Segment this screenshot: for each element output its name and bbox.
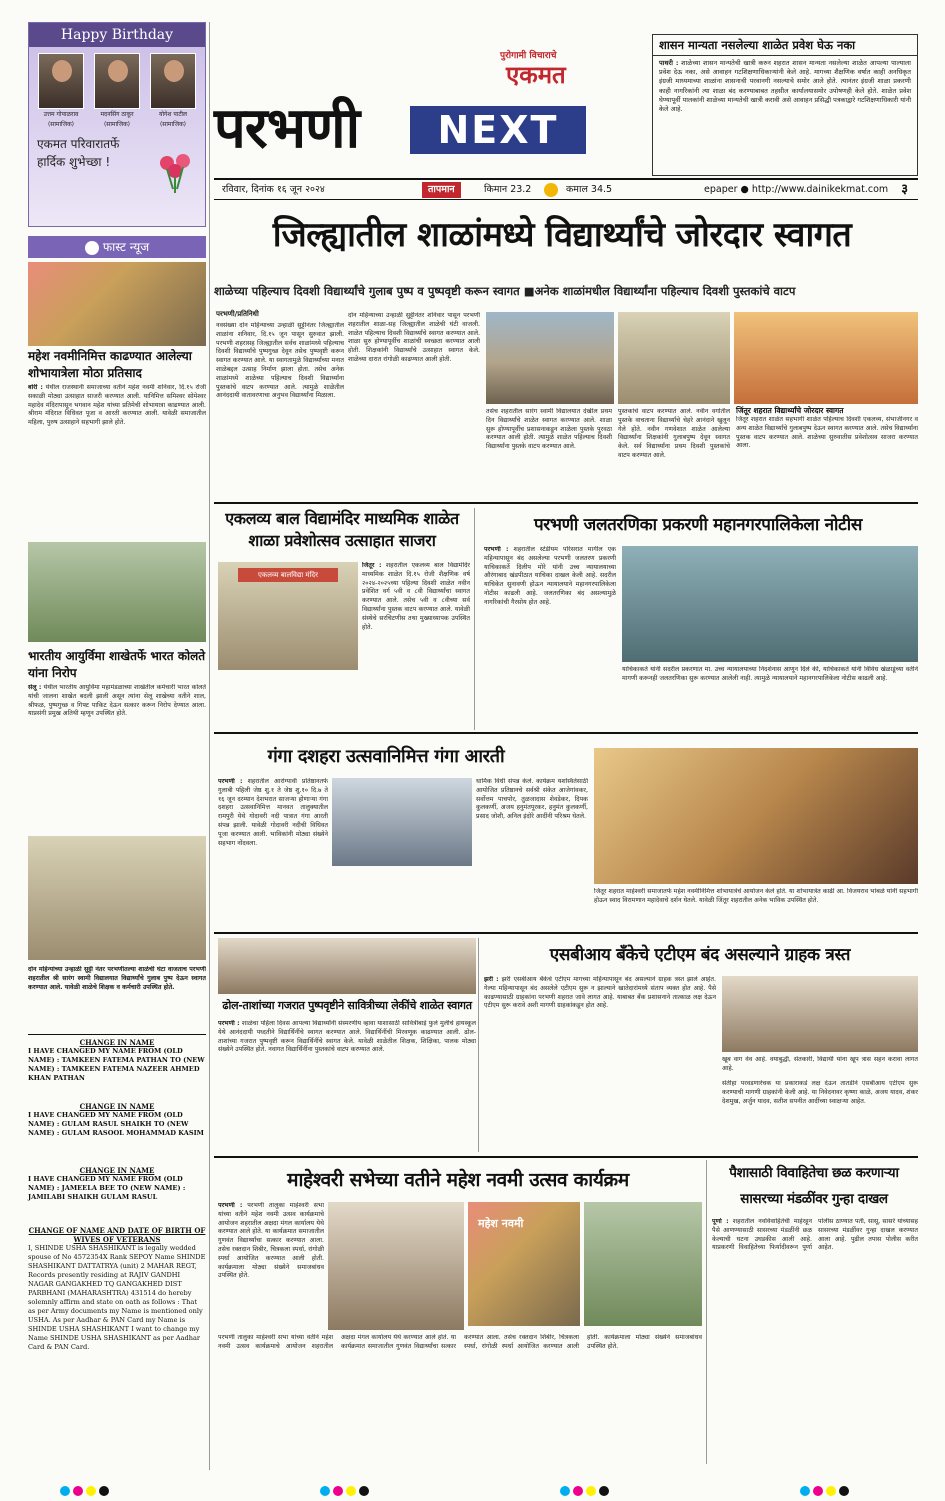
divider — [214, 932, 918, 934]
procession-idol-photo — [594, 748, 918, 884]
portrait-photo — [150, 53, 196, 109]
story-body-2: धार्मिक विधी संपन्न केले. कार्यक्रम यशस्वितेसाठी आयोजित प्रतिष्ठानचे सर्वश्री संकेत आजेगांवकर, सर्वोत्तम पाचपोर, तुळजादास शेवडेकर, दिपक कुलकर्णी, अजय हनुमंतपूरकर, हनुमंत कुलकर्णी, प्रसाद जोशी, अनिल इंदोरे आदींनी परिश्रम घेतले. — [476, 778, 588, 821]
school-photo — [28, 836, 206, 960]
dateline-place: बोरी : — [28, 384, 43, 391]
dateline-place: झरी : — [484, 976, 499, 983]
birthday-box — [28, 22, 206, 227]
story-body — [484, 976, 716, 1150]
story-text: शहरातील स्टेडीयम परिसरात मागील एक महिन्यापासून बंद असलेल्या परभणी जलतरण प्रकरणी याचिकाकर्ते दिलीप मोरे यांनी उच्च न्यायालयाच्या औरंगाबाद खंडपीठात याचिका दाखल केली आहे. सदरील याचिकेत सुनावणी होऊन न्यायालयाने महानगरपालिकेला नोटीस काढली आहे. जलतरणिका बंद असल्यामुळे नागरिकांची गैरसोय होत आहे. — [484, 546, 616, 606]
school-banner: एकलव्य बालविद्या मंदिर — [238, 568, 338, 582]
lead-body-col2: दोन महिन्याच्या उन्हाळी सुट्टीनंतर शनिवार पासून परभणी शहरातील शाळा-सह जिल्ह्यातील शाळेची घंटी वाजली. शाळेत पहिल्याच दिवशी विद्यार्थ्यांचे स्वागत करण्यात आले. शाळा सुरु होण्यापूर्वीच शाळांची स्वच्छता करण्यात आली होती. शिक्षकांनी विद्यार्थ्यांचे उत्साहात स्वागत केले. शाळेच्या दारात रांगोळी काढण्यात आली होती. — [348, 312, 480, 363]
story-headline: माहेश्वरी सभेच्या वतीने महेश नवमी उत्सव कार्यक्रम — [287, 1169, 629, 1191]
story-body — [28, 384, 206, 514]
story-text: शहरातील आरोग्यावी प्रतिष्ठानतर्फे गुलाबी पहिली जेष्ठ शु.१ ते जेष्ठ शु.१० दि.७ ते १६ जून दरम्यान देशभरात साजऱ्या होणाऱ्या गंगा दशहरा उत्सवानिमित्त मानवत तालुक्यातील रामपुरी येथे गोदावरी नदी पात्रात गंगा आरती संपन्न झाली. यावेळी गोदावरी नदीची विधिवत पूजा करण्यात आली. भाविकांनी मोठ्या संख्येने सहभाग नोंदवला. — [218, 778, 328, 847]
story-body — [218, 778, 328, 926]
story-headline: एसबीआय बँकेचे एटीएम बंद असल्याने ग्राहक त्रस्त — [549, 945, 851, 965]
caption-title: जिंतूर शहरात विद्यार्थ्यांचे जोरदार स्वागत — [736, 406, 844, 415]
story-text: झरी एसबीआय बँकेचे एटीएम मागच्या महिन्यापासून बंद असल्याने ग्राहक त्रस्त झाले आहेत. गेल्या महिन्यापासून बंद असलेले एटीएम सुरू न झाल्याने खातेदारांमध्ये संताप व्यक्त होत आहे. पैसे काढण्यासाठी ग्राहकांना परभणी शहरात जावे लागत आहे. याबाबत बँक प्रशासनाने तात्काळ लक्ष देऊन एटीएम सुरू करावे अशी मागणी ग्राहकांकडून होत आहे. — [484, 976, 716, 1010]
person-role: (सामाजिक) — [159, 121, 187, 128]
story-body-cont: परभणी तालुका माहेश्वरी सभा यांच्या वतीने महेश नवमी उत्सव कार्यक्रमाचे आयोजन शहरातील अक्षदा मंगल कार्यालय येथे करण्यात आले होते. या कार्यक्रमात समाजातील गुणवंत विद्यार्थ्यांचा सत्कार करण्यात आला. तसेच रक्तदान शिबीर, चित्रकला स्पर्धा, रांगोळी स्पर्धा आयोजित करण्यात आली होती. कार्यक्रमाला मोठ्या संख्येने समाजबांधव उपस्थित होते. — [218, 1334, 702, 1350]
lead-body-col1: नवसंख्या दोन महिन्याच्या उन्हाळी सुट्टीनंतर जिल्ह्यातील शाळांना शनिवार, दि.१५ जून पासून सुरुवात झाली. परभणी शहरासह जिल्ह्यातील सर्वच शाळांमध्ये पहिल्याच दिवशी विद्यार्थ्यांचे पुष्पगुच्छ देवून तसेच पुष्पवृष्टी करून स्वागत करण्यात आले. या स्वागतामुळे विद्यार्थ्यांच्या मनात शाळेबद्दल उत्साह निर्माण झाला होता. तसेच अनेक शाळांमध्ये शाळेच्या पहिल्याच दिवशी विद्यार्थ्यांना पुस्तकांचे वाटप करण्यात आले. त्यामुळे शाळेतील आनंददायी वातावरणाचा अनुभव विद्यार्थ्यांना मिळाला. — [216, 322, 344, 400]
registration-marks — [320, 1481, 470, 1493]
story-text: शाळेचा पहिला दिवस आपल्या विद्यार्थ्यांनी संस्मरणीय व्हावा याशासाठी सावित्रीबाई फुले मुलींचे हायस्कूल येथे आनंददायी पध्दतीने विद्यार्थिनींचे स्वागत करण्यात आले. विद्यार्थिनींची मिरवणूक काढण्यात आली. ढोल-ताशांच्या गजरात पुष्पवृष्टी करून विद्यार्थिनींचे स्वागत केले. यावेळी शाळेतील शिक्षक, शिक्षिका, पालक मोठ्या संख्येने उपस्थित होते. नवागत विद्यार्थिनींना पुस्तकांचे वाटप करण्यात आले. — [218, 1020, 476, 1054]
masthead-brand: एकमत — [506, 60, 566, 89]
dateline-place: जिंतूर : — [362, 562, 382, 569]
swimming-pool-photo — [622, 546, 918, 662]
dateline-place: परभणी : — [484, 546, 509, 553]
portrait-photo — [38, 53, 84, 109]
divider — [214, 1156, 918, 1158]
story-headline: ढोल-ताशांच्या गजरात पुष्पवृष्टीने सावित्रीच्या लेकींचे शाळेत स्वागत — [222, 999, 472, 1012]
birthday-person — [147, 53, 199, 129]
dateline-place: परभणी : — [218, 1202, 243, 1209]
divider — [214, 732, 918, 734]
column-rule — [474, 508, 475, 730]
mic-icon — [85, 241, 99, 255]
person-role: (सामाजिक) — [103, 121, 131, 128]
masthead-tagline: पुरोगामी विचाराचे — [500, 51, 557, 61]
lead-headline: जिल्ह्यातील शाळांमध्ये विद्यार्थ्यांचे जोरदार स्वागत — [272, 215, 852, 255]
school-street-photo — [486, 312, 614, 404]
temperature-label: तापमान — [422, 182, 461, 198]
ganga-aarti-photo — [332, 778, 472, 866]
temperature-min: किमान 23.2 — [484, 184, 532, 195]
caption-body: जिंतूर शहरात शाळेत सहभागी शाळेत पहिल्याच दिवशी एकलव्य, संभाजीनगर व अन्य शाळेत विद्यार्थ्यांचे गुलाबपुष्प देऊन स्वागत करण्यात आले. तसेच विद्यार्थ्यांना पुस्तक वाटप करण्यात आले. शाळेच्या सुरुवातीस प्रवेशोत्सव साजरा करण्यात आला. — [736, 416, 918, 450]
page-number: ३ — [901, 182, 908, 197]
epaper-link[interactable]: epaper ● http://www.dainikekmat.com — [704, 184, 889, 195]
masthead-title: परभणी — [214, 96, 360, 161]
story-text: शहरातील एकलव्य बाल विद्यामंदिर माध्यमिक शाळेत दि.१५ रोजी शैक्षणिक वर्ष २०२४-२०२५च्या पहिल्या दिवशी शाळेत नवीन प्रवेशित वर्ग ५वी व ८वी विद्यार्थ्यांचा स्वागत करण्यात आले. तसेच ५वी व ८वीच्या सर्व विद्यार्थ्यांना पुस्तक वाटप करण्यात आले. यावेळी संस्थेचे सरचिटणीस तथा मुख्याध्यापक उपस्थित होते. — [362, 562, 470, 631]
dateline-place: सेलू : — [28, 684, 42, 691]
lead-body-col3: तसेच शहरातील सारंग स्वामी विद्यालयात देखील प्रथम दिन विद्यार्थ्यांचे शाळेत स्वागत करण्यात आले. शाळा सुरू होण्यापूर्वीच प्रशासनाकडून शाळेला पुस्तके पुरवठा करण्यात आली होती. त्यामुळे शाळेत पहिल्याच दिवशी विद्यार्थ्यांना पुस्तके वाटप करण्यात आले. — [486, 408, 612, 451]
veterans-notice — [28, 1226, 206, 1470]
name-change-notice — [28, 1166, 206, 1202]
story-headline: गंगा दशहरा उत्सवानिमित्त गंगा आरती — [267, 746, 505, 767]
story-body-2: सेतीहा परवडणारेचक या प्रकाराकडे लक्ष देऊन तातडीने एसबीआय एटीएम सुरू करण्याची मागणी ग्राहकांनी केली आहे. या निवेदनावर कृष्णा काळे, अजय यादव, शंकर देशमुख, अर्जुन यादव, सतीश सपनीत आदींच्या स्वाक्षऱ्या आहेत. — [722, 1080, 918, 1105]
story-body — [218, 1202, 324, 1330]
lead-subhead: शाळेच्या पहिल्याच दिवशी विद्यार्थ्यांचे गुलाब पुष्प व पुष्पवृष्टी करून स्वागत ■अनेक शाळांमधील विद्यार्थ्यांना पहिल्याच दिवशी पुस्तकांचे वाटप — [214, 284, 796, 298]
students-photo — [618, 312, 730, 404]
person-name: उत्तम गोपाळराव — [43, 111, 79, 118]
story-body — [484, 546, 616, 666]
wish-line: एकमत परिवारातर्फे — [37, 137, 120, 151]
story-headline: महेश नवमीनिमित्त काढण्यात आलेल्या शोभायात्रेला मोठा प्रतिसाद — [28, 349, 192, 380]
fast-news-label: फास्ट न्यूज — [102, 240, 150, 254]
dateline-place: पाथरी : — [659, 59, 679, 67]
event-banner: महेश नवमी — [478, 1217, 524, 1230]
story-body-2: याचिकाकर्ते यांनी सदरील प्रकरणात मा. उच्च न्यायालयाच्या निदर्शनास आणून दिले की, याचिकाकर्ते यांनी विविध खेळाडूंच्या वतीने मागणी करूनही जलतरणिका सुरू करण्यात आलेली नाही. त्यामुळे न्यायालयाने महानगरपालिकेला नोटीस काढली आहे. — [622, 666, 918, 682]
rose-icon — [157, 153, 195, 193]
photo-caption: खूब वाग वेव आहे. वयाबुद्धी, सेतकारी, विद्यार्थी यांना खूप त्रास सहन करावा लागत आहे. — [722, 1056, 918, 1072]
website-url: http://www.dainikekmat.com — [751, 184, 889, 195]
divider — [28, 1034, 206, 1035]
felicitation-photo — [28, 542, 206, 642]
column-rule — [478, 938, 479, 1152]
idol-stage-photo — [468, 1202, 580, 1326]
wish-line: हार्दिक शुभेच्छा ! — [37, 155, 111, 169]
story-headline: पैशासाठी विवाहितेचा छळ करणाऱ्या सासरच्या मंडळींवर गुन्हा दाखल — [729, 1165, 899, 1207]
story-headline: भारतीय आयुर्विमा शाखेतर्फे भारत कोलते यांना निरोप — [28, 649, 206, 680]
story-text: परभणी तालुका माहेश्वरी सभा यांच्या वतीने महेश नवमी उत्सव कार्यक्रमाचे आयोजन शहरातील अक्षदा मंगल कार्यालय येथे करण्यात आले होते. या कार्यक्रमात समाजातील गुणवंत विद्यार्थ्यांचा सत्कार करण्यात आला. तसेच रक्तदान शिबीर, चित्रकला स्पर्धा, रांगोळी स्पर्धा आयोजित करण्यात आली होती. कार्यक्रमाला मोठ्या संख्येने समाजबांधव उपस्थित होते. — [218, 1202, 324, 1280]
eklavya-school-photo — [218, 562, 358, 670]
temperature-max: कमाल 34.5 — [566, 184, 613, 195]
name-change-notice — [28, 1102, 206, 1138]
person-name: मदनसिंग ठाकूर — [100, 111, 134, 118]
masthead — [214, 30, 644, 170]
dateline-place: परभणी : — [218, 778, 243, 785]
person-role: (सामाजिक) — [47, 121, 75, 128]
audience-photo — [584, 1202, 702, 1326]
masthead-next-logo: NEXT — [410, 106, 586, 154]
notice-body: I HAVE CHANGED MY NAME FROM (OLD NAME) : GULAM RASUL SHAIKH TO (NEW NAME) : GULAM RASOOL MOHAMMAD KASIM — [28, 1111, 204, 1137]
left-column — [28, 22, 206, 1470]
atm-memorandum-photo — [722, 976, 918, 1052]
story-headline: परभणी जलतरणिका प्रकरणी महानगरपालिकेला नोटीस — [533, 515, 863, 535]
birthday-person — [91, 53, 143, 129]
name-change-notice — [28, 1038, 206, 1083]
story-text: शाळेच्या शासन मान्यतेची खात्री करुन शहरात शासन मान्यता नसलेल्या शाळेत आपल्या पाल्याला प्रवेश देऊ नका, असे आवाहन गटशिक्षणाधिकाऱ्यांनी केले आहे. मागच्या शैक्षणिक वर्षात काही अनधिकृत इंग्रजी माध्यमाच्या शाळांना शासनाची परवानगी नसल्याचे समोर आले होते. त्यानंतर इंग्रजी शाळा प्रकरणी काही नागरिकांनी त्या शाळा बंद करण्याबाबत तहसील कार्यालयासमोर उपोषणही केले होते. शाळेत प्रवेश घेण्यापूर्वी पालकांनी शाळेच्या मान्यतेची खात्री करावी असे आवाहन प्रसिद्धी पत्रकाद्वारे गटशिक्षणाधिकारी यांनी केले आहे. — [659, 59, 911, 114]
fast-news-bar — [28, 236, 206, 258]
photo-caption: दोन महिन्यांच्या उन्हाळी सुट्टी नंतर परभणीतल्या शाळेची घंटा वाजताच परभणी शहरातील श्री सारंग स्वामी विद्यालयात विद्यार्थ्यांचे गुलाब पुष्प देऊन स्वागत करण्यात आले. यावेळी शाळेचे शिक्षक व कर्मचारी उपस्थित होते. — [28, 966, 206, 991]
registration-marks — [60, 1481, 210, 1493]
registration-marks — [800, 1481, 945, 1493]
notice-heading: CHANGE OF NAME AND DATE OF BIRTH OF WIVES OF VETERANS — [28, 1226, 206, 1244]
notice-body: I HAVE CHANGED MY NAME FROM (OLD NAME) : TAMKEEN FATEMA PATHAN TO (NEW NAME) : TAMKEEN FATEMA NAZEER AHMED KHAN PATHAN — [28, 1047, 205, 1082]
portrait-photo — [94, 53, 140, 109]
students-group-photo — [734, 312, 918, 404]
story-body — [362, 562, 470, 670]
story-body — [28, 684, 206, 830]
dateline-place: परभणी : — [218, 1020, 240, 1027]
notice-heading: CHANGE IN NAME — [79, 1038, 155, 1047]
top-news-box — [652, 34, 918, 176]
birthday-heading: Happy Birthday — [29, 23, 205, 47]
photo-caption: जिंतूर शहरात माहेश्वरी समाजातर्फे महेश नवमीनिमित्त शोभायात्रेचे आयोजन केले होते. या शोभायात्रेत काढी आ. विजयराव भांबळे यांनी सहभागी होऊन स्वाद विरामणान महादेवाचे दर्शन घेतले. यावेळी जिंतूर शहरातील अनेक भाविक उपस्थित होते. — [594, 888, 918, 904]
birthday-person — [35, 53, 87, 129]
notice-body: I, SHINDE USHA SHASHIKANT is legally wedded spouse of No 4572354X Rank SEPOY Name SHINDE SHASHIKANT DATTATRYA (unit) 2 MAHAR REGT, Records presently residing at RAJIV GANDHI NAGAR GANGAKHED TQ GANGAKHED DIST PARBHANI (MAHARASHTRA) 431514 do hereby solemnly affirm and state on oath as follows : That as per Army documents my Name is mentioned only USHA. As per Aadhar & PAN Card my Name is SHINDE USHA SHASHIKANT I want to change my Name SHINDE USHA SHASHIKANT as per Aadhar Card & PAN Card. — [28, 1244, 206, 1351]
lead-body-col4: पुस्तकांचे वाटप करण्यात आले. नवीन वर्गातील पुस्तके वाचताना विद्यार्थ्यांचे चेहरे आनंदाने खुलून गेले होते. नवीन गणवेशात शाळेत आलेल्या विद्यार्थ्यांना शिक्षकांनी गुलाबपुष्प देवून स्वागत केले. सर्व विद्यार्थ्यांना प्रथम दिवशी पुस्तकांचे वाटप करण्यात आले. — [618, 408, 730, 459]
person-name: योगेश पाटील — [158, 111, 187, 118]
story-headline: एकलव्य बाल विद्यामंदिर माध्यमिक शाळेत शाळा प्रवेशोत्सव उत्साहात साजरा — [225, 509, 459, 550]
registration-marks — [560, 1481, 710, 1493]
birthday-photos — [29, 47, 205, 129]
sun-icon — [544, 183, 558, 197]
story-text: येथील राजस्थानी समाजाच्या वतीने महेश नवमी शनिवार, दि.१५ रोजी सकाळी मोठ्या उत्साहात साजरी करण्यात आली. यानिमित्त समिश्वर सोमेश्वर महादेव मंदिरापासून भगवान महेश यांच्या प्रतिमेची शोभायात्रा काढण्यात आली. श्रीराम मंदिरात विधिवत पूजा व आरती करण्यात आली. यावेळी समाजातील महिला, पुरुष उत्साहाने सहभागी झाले होते. — [28, 384, 206, 427]
dateline-place: पूर्णा : — [712, 1218, 729, 1225]
top-box-headline: शासन मान्यता नसलेल्या शाळेत प्रवेश घेऊ नका — [653, 35, 917, 56]
story-text: शहरातील नवविवाहितेची माहेरहून पैसे आणण्यासाठी सासरच्या मंडळींनी छळ केल्याची घटना उघडकीस आली आहे. याप्रकरणी विवाहितेच्या फिर्यादीवरून पूर्णा पोलीस ठाण्यात पती, सासू, सासरे यांच्यासह सासरच्या मंडळींवर गुन्हा दाखल करण्यात आला आहे. पुढील तपास पोलीस करीत आहेत. — [712, 1218, 918, 1252]
procession-photo — [28, 262, 206, 346]
epaper-label: epaper — [704, 184, 738, 195]
notice-heading: CHANGE IN NAME — [79, 1166, 155, 1175]
issue-date: रविवार, दिनांक १६ जून २०२४ — [222, 184, 325, 195]
story-body — [218, 1020, 476, 1150]
felicitation-group-photo — [328, 1202, 464, 1330]
lead-photo-caption — [736, 406, 918, 496]
notice-body: I HAVE CHANGED MY NAME FROM (OLD NAME) : JAMEELA BEE TO (NEW NAME) : JAMILABI SHAIKH GULAM RASUL — [28, 1175, 186, 1201]
dateline-bar — [214, 178, 918, 200]
column-rule — [706, 1160, 707, 1464]
story-text: येथील भारतीय आयुर्विमा महामंडळाच्या शाखेतील कर्मचारी भारत कोलते यांची जालना शाखेत बदली झाली असून त्यांना सेलू शाखेच्या वतीने शाल, श्रीफळ, पुष्पगुच्छ व गिफ्ट पाकिट देऊन सत्कार करून निरोप देण्यात आला. याप्रसंगी प्रमुख अतिथी म्हणून उपस्थित होते. — [28, 684, 206, 718]
divider — [214, 502, 918, 504]
notice-heading: CHANGE IN NAME — [79, 1102, 155, 1111]
savitri-school-photo — [218, 938, 476, 994]
story-body — [712, 1218, 918, 1464]
byline: परभणी/प्रतिनिधी — [216, 310, 259, 318]
top-box-body — [653, 56, 917, 176]
